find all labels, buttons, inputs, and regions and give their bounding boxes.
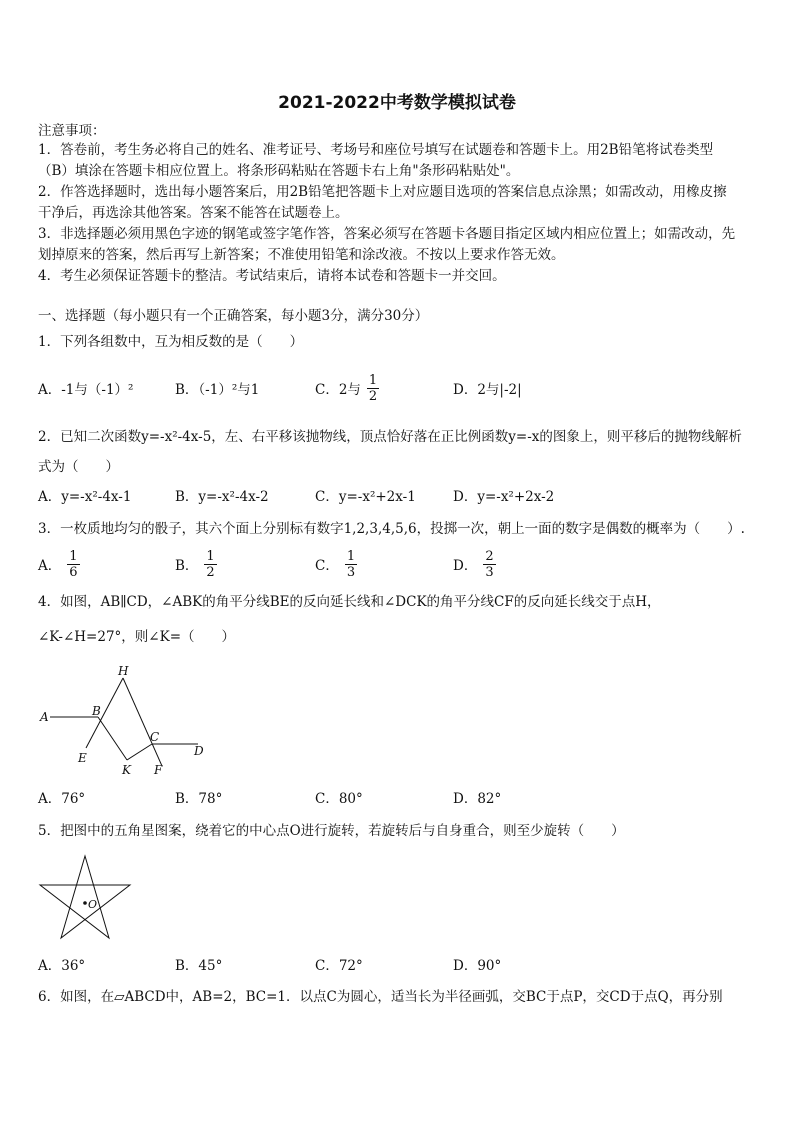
notice-line: 划掉原来的答案，然后再写上新答案；不准使用铅笔和涂改液。不按以上要求作答无效。 — [38, 247, 565, 263]
option-c-prefix: C．2与 — [315, 382, 361, 398]
fraction-denominator: 2 — [368, 388, 378, 404]
option-d-prefix: D． — [453, 558, 478, 574]
notice-line: （B）填涂在答题卡相应位置上。将条形码粘贴在答题卡右上角"条形码粘贴处"。 — [38, 163, 520, 179]
fraction — [345, 549, 357, 580]
option-c: C．80° — [315, 791, 363, 807]
notice-line: 1．答卷前，考生务必将自己的姓名、准考证号、考场号和座位号填写在试题卷和答题卡上。用2B铅笔将试卷类型 — [38, 142, 714, 158]
option-c-prefix: C． — [315, 558, 339, 574]
fraction-numerator: 1 — [368, 372, 378, 388]
question-5-figure — [38, 852, 132, 942]
option-a: A．76° — [38, 791, 86, 807]
option-a: A．y=-x²-4x-1 — [38, 489, 132, 505]
fraction-numerator: 1 — [69, 548, 78, 564]
notice-line: 干净后，再选涂其他答案。答案不能答在试题卷上。 — [38, 205, 349, 221]
option-d: D．y=-x²+2x-2 — [453, 489, 555, 505]
option-b-prefix: B． — [175, 558, 199, 574]
label-k: K — [122, 763, 131, 777]
option-d: D．90° — [453, 958, 502, 974]
label-o: O — [88, 898, 98, 911]
option-b: B．78° — [175, 791, 223, 807]
label-f: F — [154, 763, 163, 777]
page-title: 2021-2022中考数学模拟试卷 — [278, 93, 516, 113]
option-b: B．45° — [175, 958, 223, 974]
question-3-stem: 3．一枚质地均匀的骰子，其六个面上分别标有数字1,2,3,4,5,6，投掷一次，朝上一面的数字是偶数的概率为（ ）. — [38, 521, 745, 537]
option-b: B．（-1）²与1 — [175, 382, 260, 398]
fraction-numerator: 1 — [346, 548, 356, 564]
line-hf — [123, 678, 162, 766]
option-c: C．y=-x²+2x-1 — [315, 489, 416, 505]
fraction-denominator: 3 — [485, 564, 494, 580]
option-a-prefix: A． — [38, 558, 62, 574]
option-a: A．-1与（-1）² — [38, 382, 134, 398]
option-d — [453, 544, 496, 584]
question-6-stem: 6．如图，在▱ABCD中，AB=2，BC=1．以点C为圆心，适当长为半径画弧，交BC于点P，交CD于点Q，再分别 — [38, 989, 723, 1005]
notice-line: 4．考生必须保证答题卡的整洁。考试结束后，请将本试卷和答题卡一并交回。 — [38, 268, 506, 284]
star-outline — [40, 856, 130, 938]
label-h: H — [118, 664, 129, 678]
question-4-stem: 4．如图，AB∥CD，∠ABK的角平分线BE的反向延长线和∠DCK的角平分线CF的反向延长线交于点H， — [38, 594, 661, 610]
label-b: B — [92, 704, 101, 718]
notice-line: 3．非选择题必须用黑色字迹的钢笔或签字笔作答，答案必须写在答题卡各题目指定区域内相应位置上；如需改动，先 — [38, 226, 736, 242]
question-4-figure — [38, 660, 218, 780]
fraction — [367, 373, 379, 404]
label-d: D — [194, 744, 204, 758]
notice-line: 2．作答选择题时，选出每小题答案后，用2B铅笔把答题卡上对应题目选项的答案信息点涂黑；如需改动，用橡皮擦 — [38, 184, 727, 200]
option-d: D．2与|-2| — [453, 382, 522, 398]
section-heading: 一、选择题（每小题只有一个正确答案，每小题3分，满分30分） — [38, 308, 429, 324]
question-3-options — [38, 544, 758, 584]
fraction — [67, 549, 79, 580]
fraction-denominator: 3 — [346, 564, 356, 580]
center-point — [83, 901, 87, 905]
fraction-numerator: 2 — [485, 548, 494, 564]
question-1-options — [38, 368, 758, 408]
option-a — [38, 544, 80, 584]
option-b — [175, 544, 217, 584]
label-e: E — [78, 751, 87, 765]
line-kc — [127, 744, 152, 760]
label-a: A — [40, 710, 49, 724]
option-c: C．72° — [315, 958, 363, 974]
question-5-stem: 5．把图中的五角星图案，绕着它的中心点O进行旋转，若旋转后与自身重合，则至少旋转（ ） — [38, 823, 625, 839]
fraction-numerator: 1 — [206, 548, 215, 564]
label-c: C — [150, 730, 160, 744]
question-2-stem-cont: 式为（ ） — [38, 459, 119, 475]
fraction — [204, 549, 216, 580]
option-b: B．y=-x²-4x-2 — [175, 489, 269, 505]
fraction — [483, 549, 495, 580]
question-1-stem: 1．下列各组数中，互为相反数的是（ ） — [38, 334, 304, 350]
option-d: D．82° — [453, 791, 502, 807]
option-c — [315, 368, 379, 408]
option-c — [315, 544, 357, 584]
notice-heading: 注意事项： — [38, 123, 106, 139]
line-bk — [98, 717, 127, 760]
question-4-stem-cont: ∠K-∠H=27°，则∠K=（ ） — [38, 629, 236, 645]
option-a: A．36° — [38, 958, 86, 974]
question-2-stem: 2．已知二次函数y=-x²-4x-5，左、右平移该抛物线，顶点恰好落在正比例函数y=-x的图象上，则平移后的抛物线解析 — [38, 429, 742, 445]
fraction-denominator: 2 — [206, 564, 215, 580]
fraction-denominator: 6 — [69, 564, 78, 580]
